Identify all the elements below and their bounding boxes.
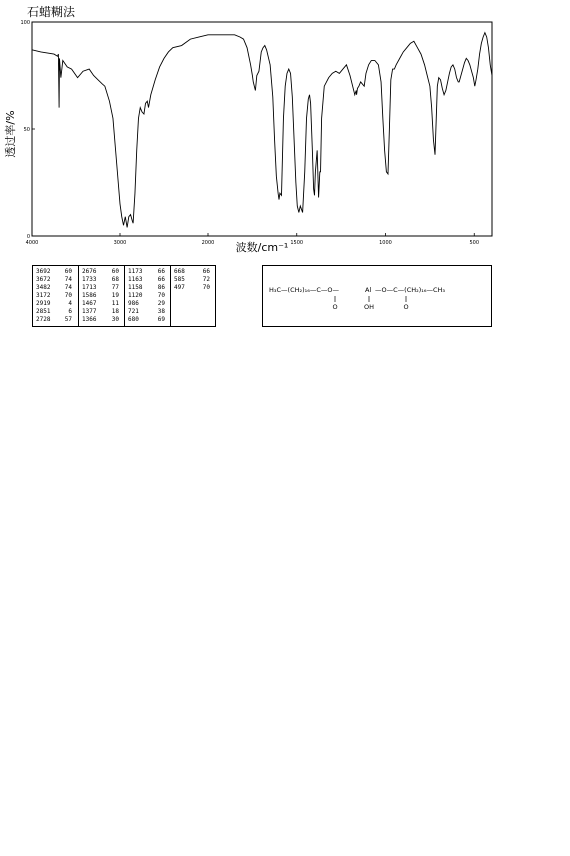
peak-transmittance: 72	[202, 276, 210, 283]
y-tick-label: 50	[23, 127, 30, 133]
peak-wavenumber: 1586	[82, 292, 97, 299]
peak-table-row	[125, 316, 171, 324]
peak-transmittance: 68	[111, 276, 119, 283]
peak-table-column	[78, 266, 125, 326]
peak-table-row	[125, 276, 171, 284]
peak-transmittance: 86	[157, 284, 165, 291]
structure-metal: Al	[365, 286, 372, 294]
peak-table-row	[33, 268, 78, 276]
peak-wavenumber: 2676	[82, 268, 97, 275]
peak-wavenumber: 585	[174, 276, 185, 283]
peak-transmittance: 66	[202, 268, 210, 275]
peak-table-row	[79, 316, 125, 324]
peak-wavenumber: 1158	[128, 284, 143, 291]
peak-wavenumber: 1120	[128, 292, 143, 299]
peak-table-row	[125, 292, 171, 300]
peak-transmittance: 11	[111, 300, 119, 307]
peak-wavenumber: 3672	[36, 276, 51, 283]
spectrum-line	[32, 33, 492, 228]
peak-transmittance: 66	[157, 276, 165, 283]
hydroxyl-label: OH	[364, 303, 375, 311]
peak-table-row	[33, 284, 78, 292]
peak-wavenumber: 2728	[36, 316, 51, 323]
peak-wavenumber: 721	[128, 308, 139, 315]
peak-transmittance: 29	[157, 300, 165, 307]
peak-transmittance: 77	[111, 284, 119, 291]
peak-table-row	[171, 276, 216, 284]
y-axis-label: 透过率/%	[4, 110, 17, 158]
peak-wavenumber: 3692	[36, 268, 51, 275]
peak-transmittance: 18	[111, 308, 119, 315]
peak-transmittance: 60	[64, 268, 72, 275]
peak-table-row	[33, 276, 78, 284]
peak-wavenumber: 680	[128, 316, 139, 323]
peak-transmittance: 60	[111, 268, 119, 275]
peak-table-row	[125, 284, 171, 292]
peak-table-row	[33, 300, 78, 308]
x-axis-label: 波数/cm⁻¹	[235, 241, 289, 254]
peak-table-row	[33, 308, 78, 316]
peak-transmittance: 19	[111, 292, 119, 299]
y-axis	[20, 20, 35, 240]
peak-wavenumber: 1467	[82, 300, 97, 307]
peak-wavenumber: 986	[128, 300, 139, 307]
x-tick-label: 1500	[290, 240, 304, 246]
peak-table-row	[125, 308, 171, 316]
x-tick-label: 3000	[113, 240, 127, 246]
peak-table-row	[171, 268, 216, 276]
peak-transmittance: 38	[157, 308, 165, 315]
structure-box	[262, 265, 492, 327]
peak-transmittance: 74	[64, 276, 72, 283]
plot-frame	[32, 22, 492, 236]
peak-transmittance: 6	[68, 308, 72, 315]
peak-transmittance: 74	[64, 284, 72, 291]
peak-wavenumber: 3172	[36, 292, 51, 299]
peak-table-row	[171, 284, 216, 292]
peak-transmittance: 30	[111, 316, 119, 323]
peak-wavenumber: 2919	[36, 300, 51, 307]
peak-transmittance: 70	[202, 284, 210, 291]
peak-table-column	[170, 266, 216, 326]
peak-table	[32, 265, 216, 327]
peak-transmittance: 66	[157, 268, 165, 275]
page-title: 石蜡糊法	[27, 5, 76, 19]
peak-table-row	[33, 316, 78, 324]
x-tick-label: 2000	[201, 240, 215, 246]
peak-wavenumber: 668	[174, 268, 185, 275]
peak-transmittance: 4	[68, 300, 72, 307]
carbonyl-o-right: O	[403, 303, 409, 311]
peak-table-row	[79, 292, 125, 300]
x-tick-label: 4000	[25, 240, 39, 246]
peak-wavenumber: 497	[174, 284, 185, 291]
y-tick-label: 0	[26, 234, 30, 240]
peak-transmittance: 69	[157, 316, 165, 323]
peak-wavenumber: 1163	[128, 276, 143, 283]
peak-wavenumber: 3482	[36, 284, 51, 291]
y-tick-label: 100	[20, 20, 30, 26]
peak-wavenumber: 1377	[82, 308, 97, 315]
peak-table-row	[79, 300, 125, 308]
peak-wavenumber: 2851	[36, 308, 51, 315]
peak-table-column	[124, 266, 171, 326]
peak-table-row	[125, 268, 171, 276]
peak-transmittance: 70	[157, 292, 165, 299]
structure-left-group: H₃C—(CH₂)₁₆—C—O—	[269, 286, 340, 294]
peak-wavenumber: 1366	[82, 316, 97, 323]
x-tick-label: 500	[469, 240, 480, 246]
peak-table-row	[33, 292, 78, 300]
ir-spectrum-chart	[0, 0, 570, 260]
peak-wavenumber: 1173	[128, 268, 143, 275]
peak-transmittance: 70	[64, 292, 72, 299]
carbonyl-o-left: O	[332, 303, 338, 311]
peak-wavenumber: 1713	[82, 284, 97, 291]
peak-table-row	[79, 284, 125, 292]
peak-table-row	[79, 308, 125, 316]
x-tick-label: 1000	[379, 240, 392, 246]
peak-wavenumber: 1733	[82, 276, 97, 283]
peak-table-row	[125, 300, 171, 308]
peak-transmittance: 57	[64, 316, 72, 323]
structure-right-group: —O—C—(CH₂)₁₆—CH₃	[375, 286, 446, 294]
peak-table-row	[79, 268, 125, 276]
peak-table-column	[33, 266, 78, 326]
peak-table-row	[79, 276, 125, 284]
